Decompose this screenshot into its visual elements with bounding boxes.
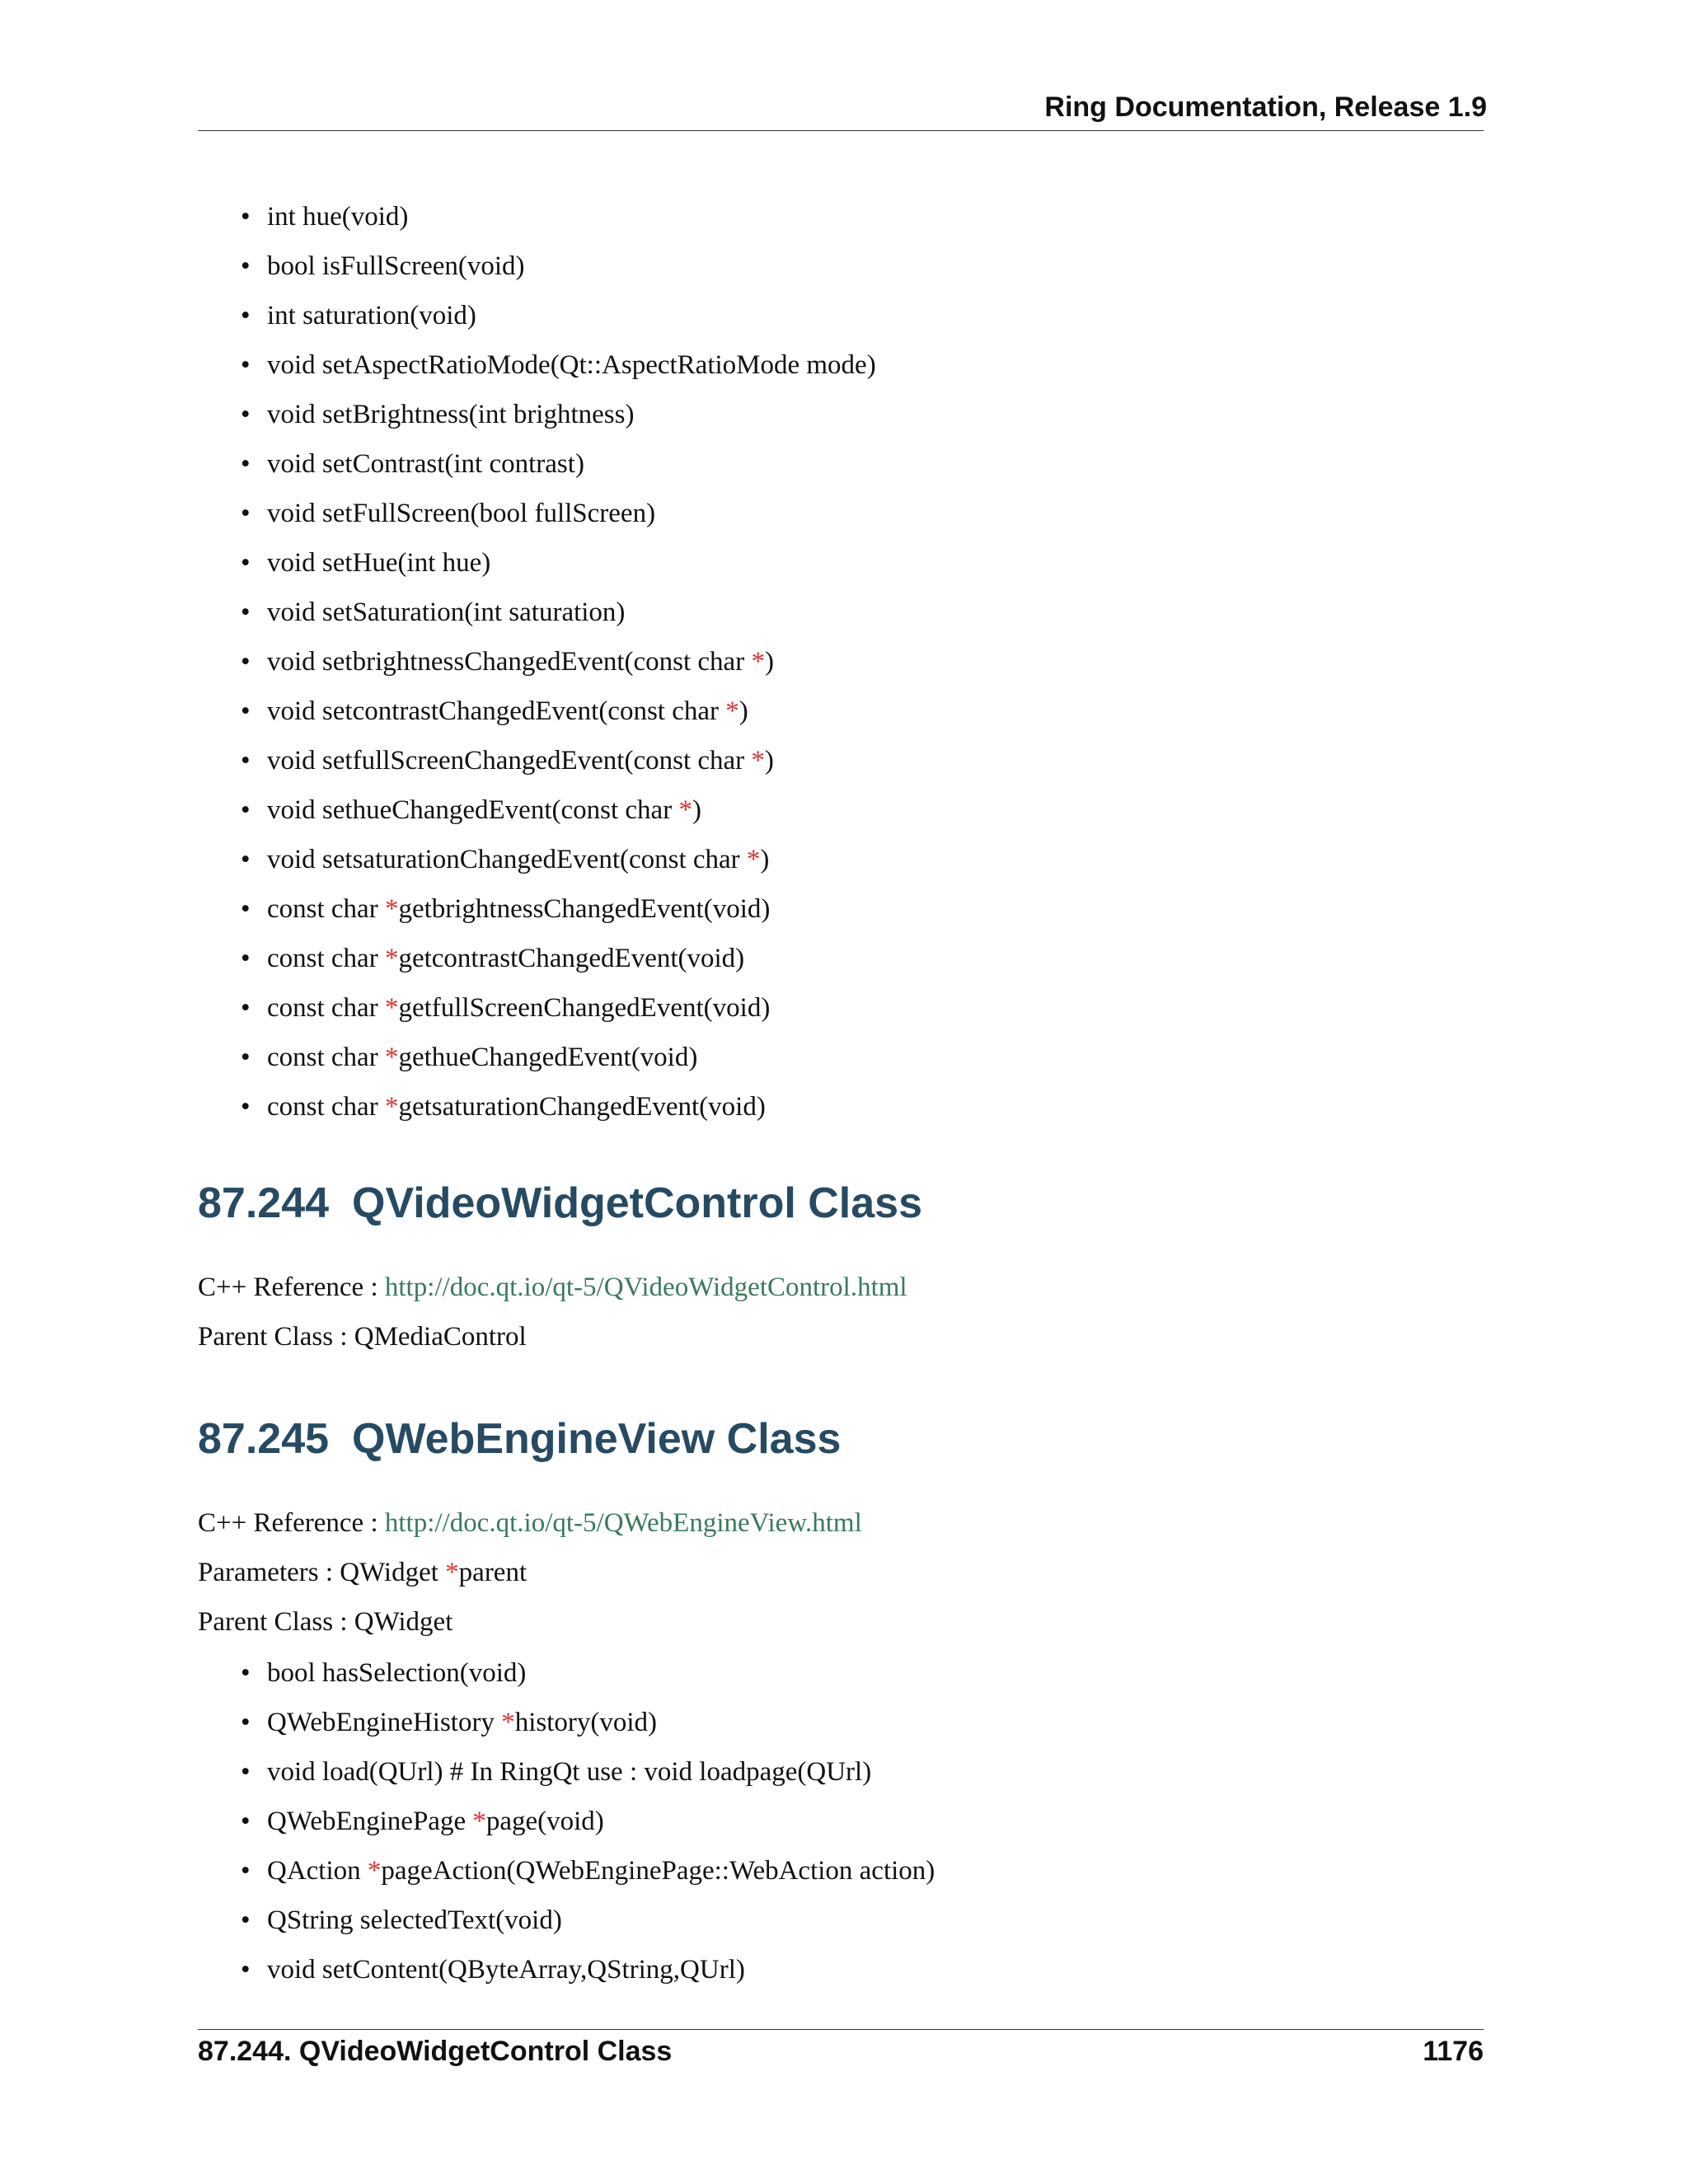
method-list-item <box>239 1648 935 1698</box>
pointer-asterisk: * <box>678 795 692 825</box>
bullet-icon: • <box>241 499 251 528</box>
method-list-item <box>239 637 876 687</box>
method-list-item <box>239 439 876 489</box>
method-signature-rest: ) <box>738 696 748 726</box>
bullet-icon: • <box>241 598 251 627</box>
bullet-icon: • <box>241 400 251 429</box>
method-signature: int hue(void) <box>267 202 409 232</box>
pointer-asterisk: * <box>501 1708 515 1737</box>
bullet-icon: • <box>241 944 251 973</box>
pointer-asterisk: * <box>472 1807 486 1836</box>
bullet-icon: • <box>241 845 251 874</box>
parameters <box>198 1554 527 1591</box>
bullet-icon: • <box>241 894 251 924</box>
bullet-icon: • <box>241 1708 251 1737</box>
method-signature: const char <box>267 1043 385 1072</box>
method-list-item <box>239 538 876 588</box>
method-list-item <box>239 489 876 538</box>
pointer-asterisk: * <box>725 696 739 726</box>
bullet-icon: • <box>241 746 251 776</box>
method-signature-rest: ) <box>692 795 701 825</box>
method-list-item <box>239 241 876 291</box>
parent-class: Parent Class : QWidget <box>198 1607 453 1637</box>
bullet-icon: • <box>241 795 251 825</box>
method-list-item <box>239 1846 935 1896</box>
method-list-item <box>239 1945 935 1994</box>
method-signature-rest: history(void) <box>514 1708 658 1737</box>
bullet-icon: • <box>241 1856 251 1886</box>
method-list-item <box>239 884 876 934</box>
method-signature: void setfullScreenChangedEvent(const char <box>267 746 752 776</box>
method-signature: void setContrast(int contrast) <box>267 449 584 479</box>
cpp-reference-link[interactable]: http://doc.qt.io/qt-5/QVideoWidgetControl.html <box>384 1272 907 1302</box>
bullet-icon: • <box>241 350 251 380</box>
footer-rule <box>198 2029 1484 2030</box>
method-list-item <box>239 1747 935 1797</box>
cpp-reference <box>198 1269 907 1305</box>
method-signature: QWebEnginePage <box>267 1807 473 1836</box>
pointer-asterisk: * <box>751 647 765 677</box>
method-signature-rest: page(void) <box>485 1807 604 1836</box>
method-signature: void setHue(int hue) <box>267 548 491 578</box>
method-signature: void setContent(QByteArray,QString,QUrl) <box>267 1955 745 1985</box>
method-signature: void setFullScreen(bool fullScreen) <box>267 499 656 528</box>
pointer-asterisk: * <box>384 894 399 924</box>
method-signature: void setcontrastChangedEvent(const char <box>267 696 726 726</box>
parameters-text: Parameters : QWidget <box>198 1558 446 1587</box>
method-list-item <box>239 588 876 637</box>
method-signature: bool isFullScreen(void) <box>267 251 525 281</box>
method-list-item <box>239 291 876 340</box>
method-signature-rest: ) <box>760 845 770 874</box>
pointer-asterisk: * <box>384 993 399 1023</box>
method-signature: void load(QUrl) # In RingQt use : void loadpage(QUrl) <box>267 1757 872 1787</box>
bullet-icon: • <box>241 696 251 726</box>
header-rule <box>198 130 1484 131</box>
pointer-asterisk: * <box>384 1043 399 1072</box>
pointer-asterisk: * <box>384 944 399 973</box>
method-signature: QWebEngineHistory <box>267 1708 502 1737</box>
method-signature-rest: getfullScreenChangedEvent(void) <box>398 993 771 1023</box>
method-signature-rest: ) <box>764 746 774 776</box>
method-list-item <box>239 1082 876 1132</box>
method-signature-rest: getsaturationChangedEvent(void) <box>398 1092 766 1122</box>
cpp-reference-label: C++ Reference : <box>198 1508 385 1538</box>
method-signature-rest: ) <box>764 647 774 677</box>
method-list-item <box>239 192 876 241</box>
method-signature: void setSaturation(int saturation) <box>267 598 626 627</box>
bullet-icon: • <box>241 1905 251 1935</box>
section-number: 87.244 <box>198 1179 330 1227</box>
method-signature: void sethueChangedEvent(const char <box>267 795 679 825</box>
section-title: QVideoWidgetControl Class <box>352 1179 923 1227</box>
method-signature: const char <box>267 1092 385 1122</box>
method-signature: int saturation(void) <box>267 301 476 330</box>
bullet-icon: • <box>241 1658 251 1688</box>
cpp-reference-link[interactable]: http://doc.qt.io/qt-5/QWebEngineView.html <box>384 1508 862 1538</box>
pointer-asterisk: * <box>367 1856 382 1886</box>
bullet-icon: • <box>241 647 251 677</box>
method-list-item <box>239 785 876 835</box>
footer-section: 87.244. QVideoWidgetControl Class <box>198 2036 673 2067</box>
method-list-item <box>239 1698 935 1747</box>
method-signature: void setBrightness(int brightness) <box>267 400 635 429</box>
method-list-item <box>239 340 876 390</box>
method-list-item <box>239 1797 935 1846</box>
page-number: 1176 <box>1423 2036 1484 2067</box>
parameters-name: parent <box>458 1558 528 1587</box>
bullet-icon: • <box>241 1092 251 1122</box>
bullet-icon: • <box>241 548 251 578</box>
method-signature: QAction <box>267 1856 368 1886</box>
bullet-icon: • <box>241 251 251 281</box>
bullet-icon: • <box>241 1043 251 1072</box>
pointer-asterisk: * <box>384 1092 399 1122</box>
method-signature-rest: pageAction(QWebEnginePage::WebAction action) <box>381 1856 935 1886</box>
pointer-asterisk: * <box>445 1558 459 1587</box>
method-list-item <box>239 1033 876 1082</box>
method-list-item <box>239 390 876 439</box>
cpp-reference-label: C++ Reference : <box>198 1272 385 1302</box>
header-title: Ring Documentation, Release 1.9 <box>1044 91 1487 123</box>
section-title: QWebEngineView Class <box>352 1415 842 1463</box>
pointer-asterisk: * <box>746 845 761 874</box>
method-signature: void setsaturationChangedEvent(const char <box>267 845 747 874</box>
method-signature: void setAspectRatioMode(Qt::AspectRatioMode mode) <box>267 350 876 380</box>
cpp-reference <box>198 1505 862 1541</box>
method-signature: QString selectedText(void) <box>267 1905 562 1935</box>
method-list-item <box>239 1896 935 1945</box>
section-number: 87.245 <box>198 1415 330 1463</box>
method-signature: bool hasSelection(void) <box>267 1658 527 1688</box>
bullet-icon: • <box>241 993 251 1023</box>
bullet-icon: • <box>241 1757 251 1787</box>
method-signature: void setbrightnessChangedEvent(const char <box>267 647 752 677</box>
parent-class: Parent Class : QMediaControl <box>198 1322 527 1352</box>
method-list-bottom <box>239 1648 935 1994</box>
method-list-top <box>239 192 876 1132</box>
method-signature: const char <box>267 894 385 924</box>
method-signature: const char <box>267 993 385 1023</box>
method-signature-rest: getcontrastChangedEvent(void) <box>398 944 745 973</box>
section-heading-qvideowidgetcontrol <box>198 1179 922 1228</box>
method-list-item <box>239 934 876 983</box>
bullet-icon: • <box>241 449 251 479</box>
bullet-icon: • <box>241 301 251 330</box>
method-list-item <box>239 983 876 1033</box>
bullet-icon: • <box>241 1807 251 1836</box>
section-heading-qwebengineview <box>198 1414 841 1464</box>
method-signature-rest: getbrightnessChangedEvent(void) <box>398 894 771 924</box>
pointer-asterisk: * <box>751 746 765 776</box>
bullet-icon: • <box>241 202 251 232</box>
method-list-item <box>239 687 876 736</box>
method-list-item <box>239 736 876 785</box>
bullet-icon: • <box>241 1955 251 1985</box>
method-signature: const char <box>267 944 385 973</box>
method-signature-rest: gethueChangedEvent(void) <box>398 1043 698 1072</box>
method-list-item <box>239 835 876 884</box>
